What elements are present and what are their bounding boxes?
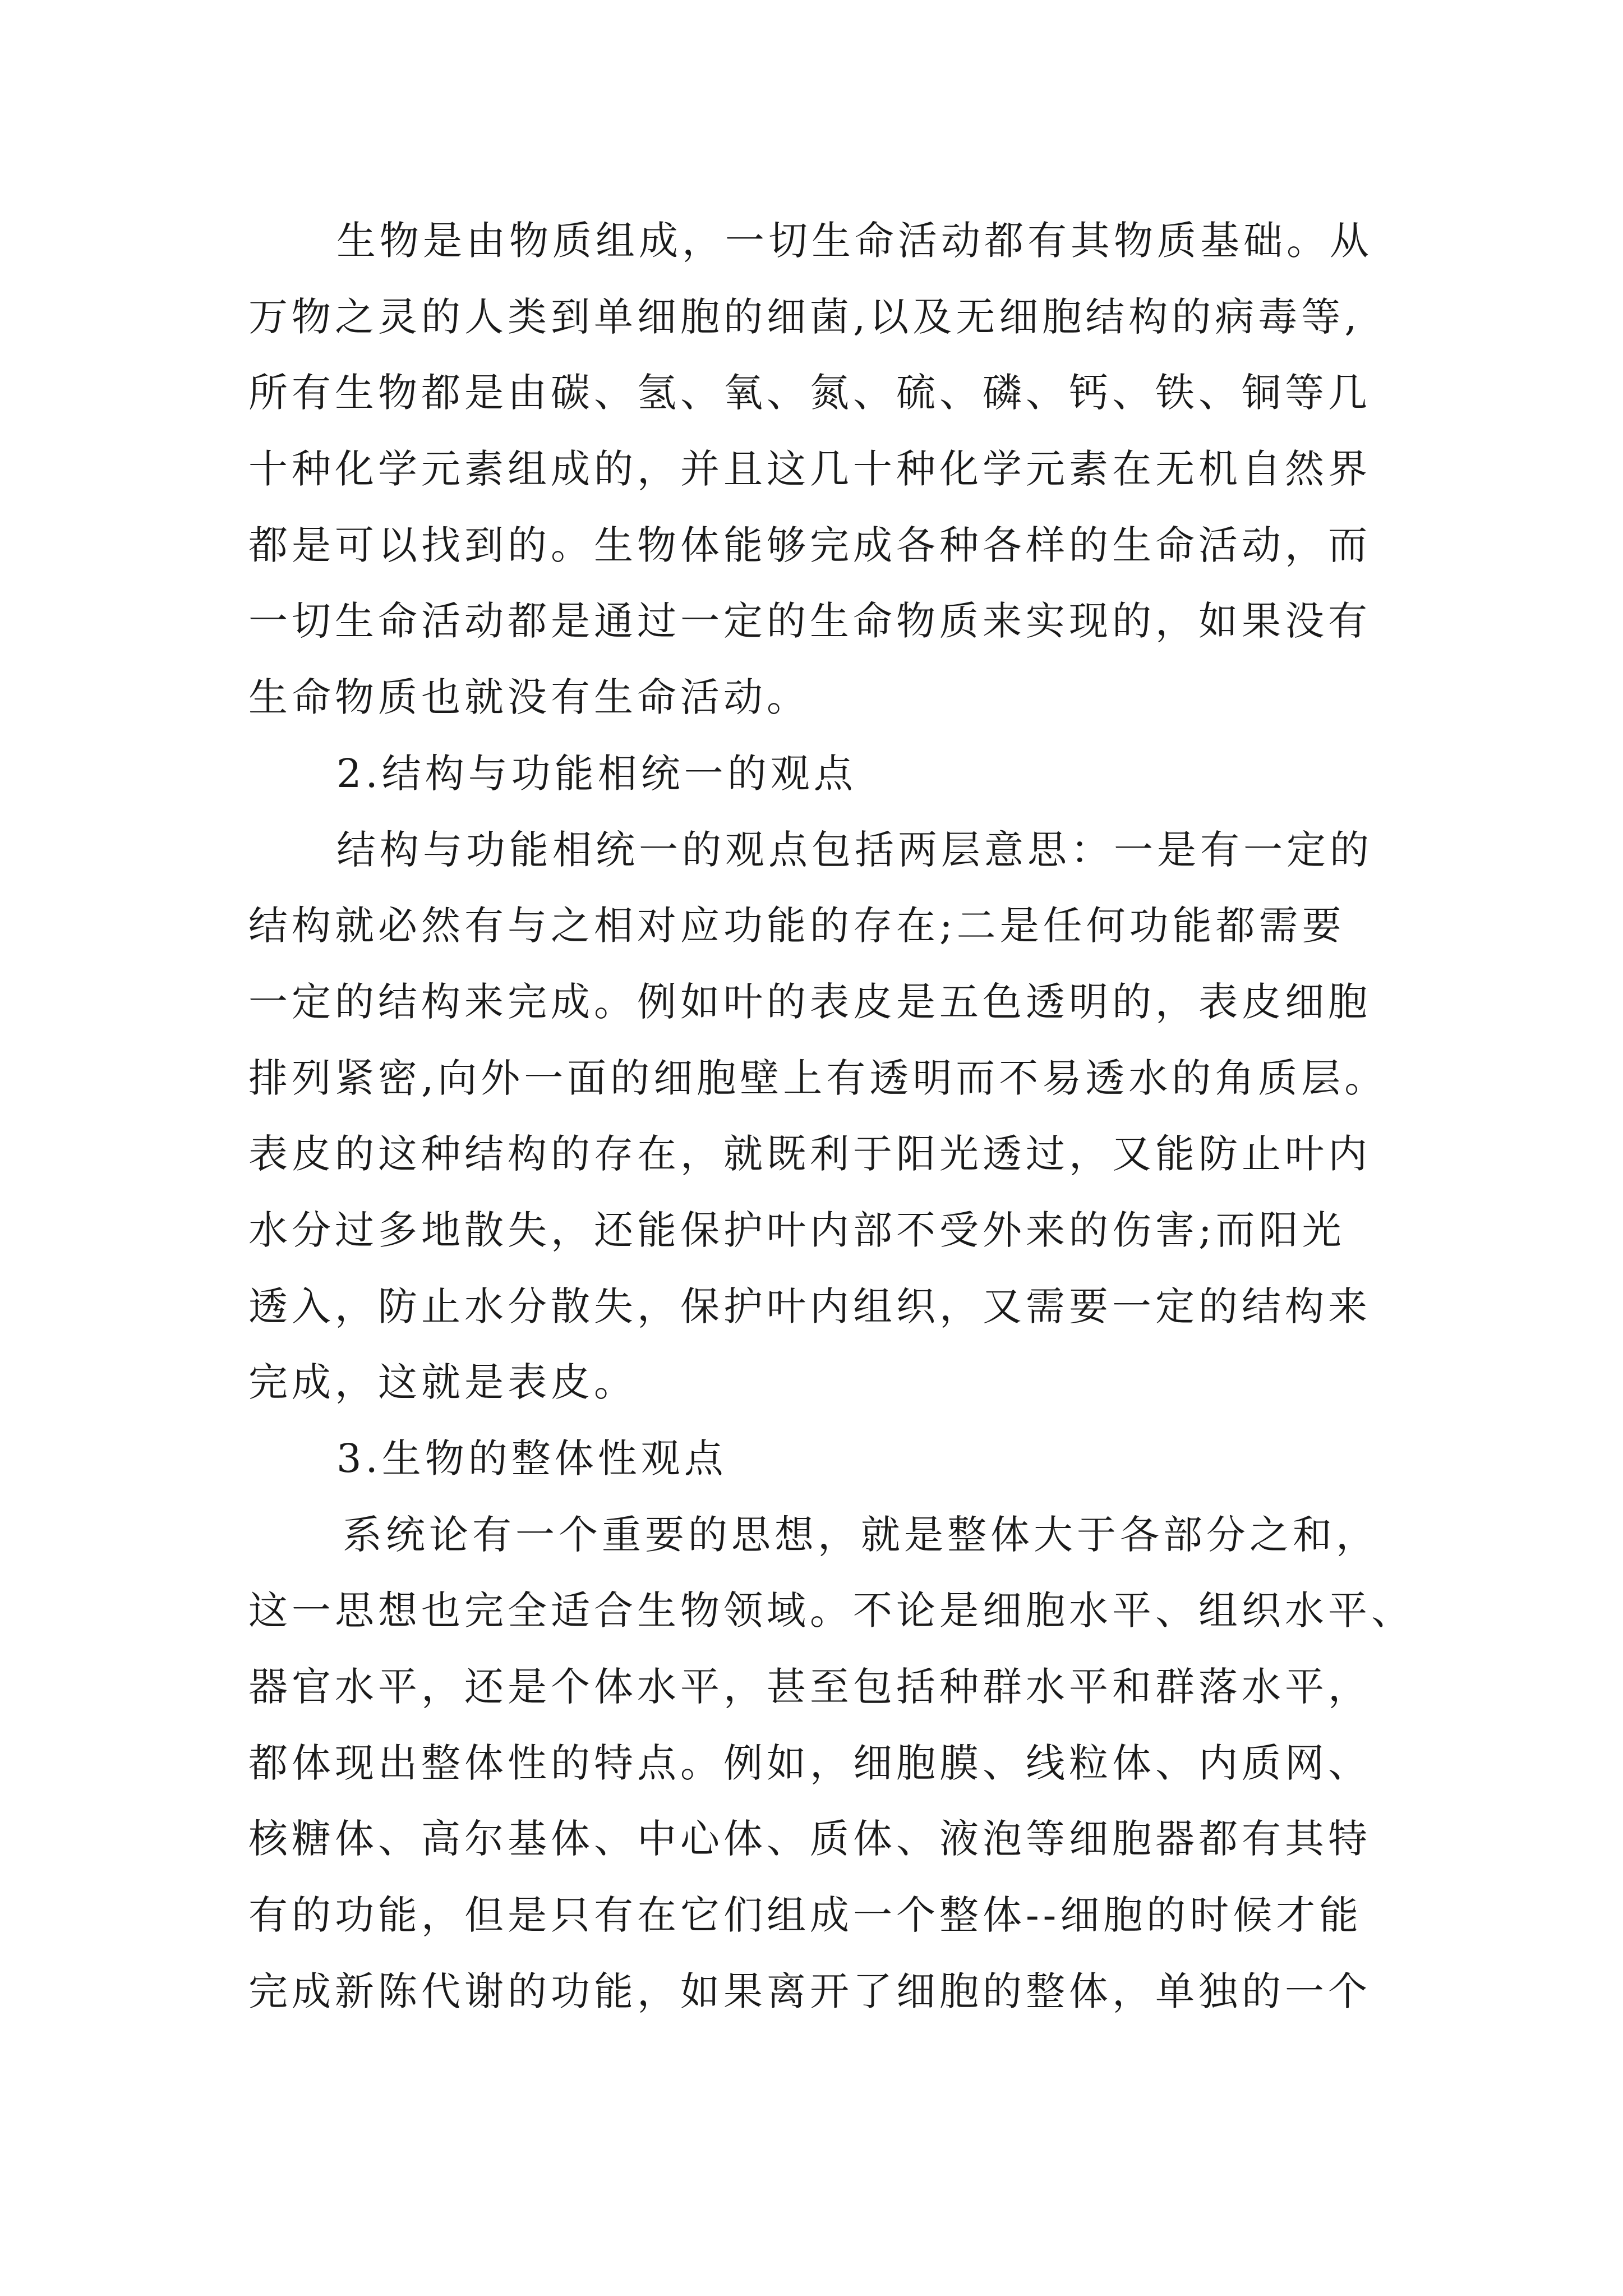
section-heading: 3.生物的整体性观点 (336, 1435, 727, 1481)
paragraph-first-line: 系统论有一个重要的思想，就是整体大于各部分之和， (343, 1511, 1379, 1558)
text-line: 有的功能，但是只有在它们组成一个整体--细胞的时候才能 (248, 1892, 1363, 1939)
text-line: 所有生物都是由碳、氢、氧、氮、硫、磷、钙、铁、铜等几 (248, 370, 1371, 416)
text-line: 结构就必然有与之相对应功能的存在;二是任何功能都需要 (248, 903, 1345, 949)
text-line: 都是可以找到的。生物体能够完成各种各样的生命活动，而 (248, 522, 1371, 568)
text-line: 器官水平，还是个体水平，甚至包括种群水平和群落水平， (248, 1664, 1371, 1710)
text-line: 排列紧密,向外一面的细胞壁上有透明而不易透水的角质层。 (248, 1055, 1388, 1101)
text-line: 核糖体、高尔基体、中心体、质体、液泡等细胞器都有其特 (248, 1816, 1371, 1862)
text-line: 完成新陈代谢的功能，如果离开了细胞的整体，单独的一个 (248, 1968, 1371, 2014)
text-line: 这一思想也完全适合生物领域。不论是细胞水平、组织水平、 (248, 1588, 1414, 1634)
section-heading: 2.结构与功能相统一的观点 (336, 750, 857, 797)
text-line: 水分过多地散失，还能保护叶内部不受外来的伤害;而阳光 (248, 1207, 1345, 1253)
text-line: 完成，这就是表皮。 (248, 1359, 637, 1406)
paragraph-first-line: 生物是由物质组成，一切生命活动都有其物质基础。从 (336, 218, 1373, 264)
text-line: 都体现出整体性的特点。例如，细胞膜、线粒体、内质网、 (248, 1740, 1371, 1786)
paragraph-first-line: 结构与功能相统一的观点包括两层意思：一是有一定的 (336, 826, 1373, 873)
text-line: 一定的结构来完成。例如叶的表皮是五色透明的，表皮细胞 (248, 978, 1371, 1025)
text-line: 十种化学元素组成的，并且这几十种化学元素在无机自然界 (248, 446, 1371, 493)
text-line: 表皮的这种结构的存在，就既利于阳光透过，又能防止叶内 (248, 1131, 1371, 1177)
text-line: 一切生命活动都是通过一定的生命物质来实现的，如果没有 (248, 598, 1371, 645)
text-line: 生命物质也就没有生命活动。 (248, 674, 810, 721)
body-text (248, 203, 1538, 2030)
text-line: 万物之灵的人类到单细胞的细菌,以及无细胞结构的病毒等, (248, 293, 1361, 340)
text-line: 透入，防止水分散失，保护叶内组织，又需要一定的结构来 (248, 1283, 1371, 1329)
